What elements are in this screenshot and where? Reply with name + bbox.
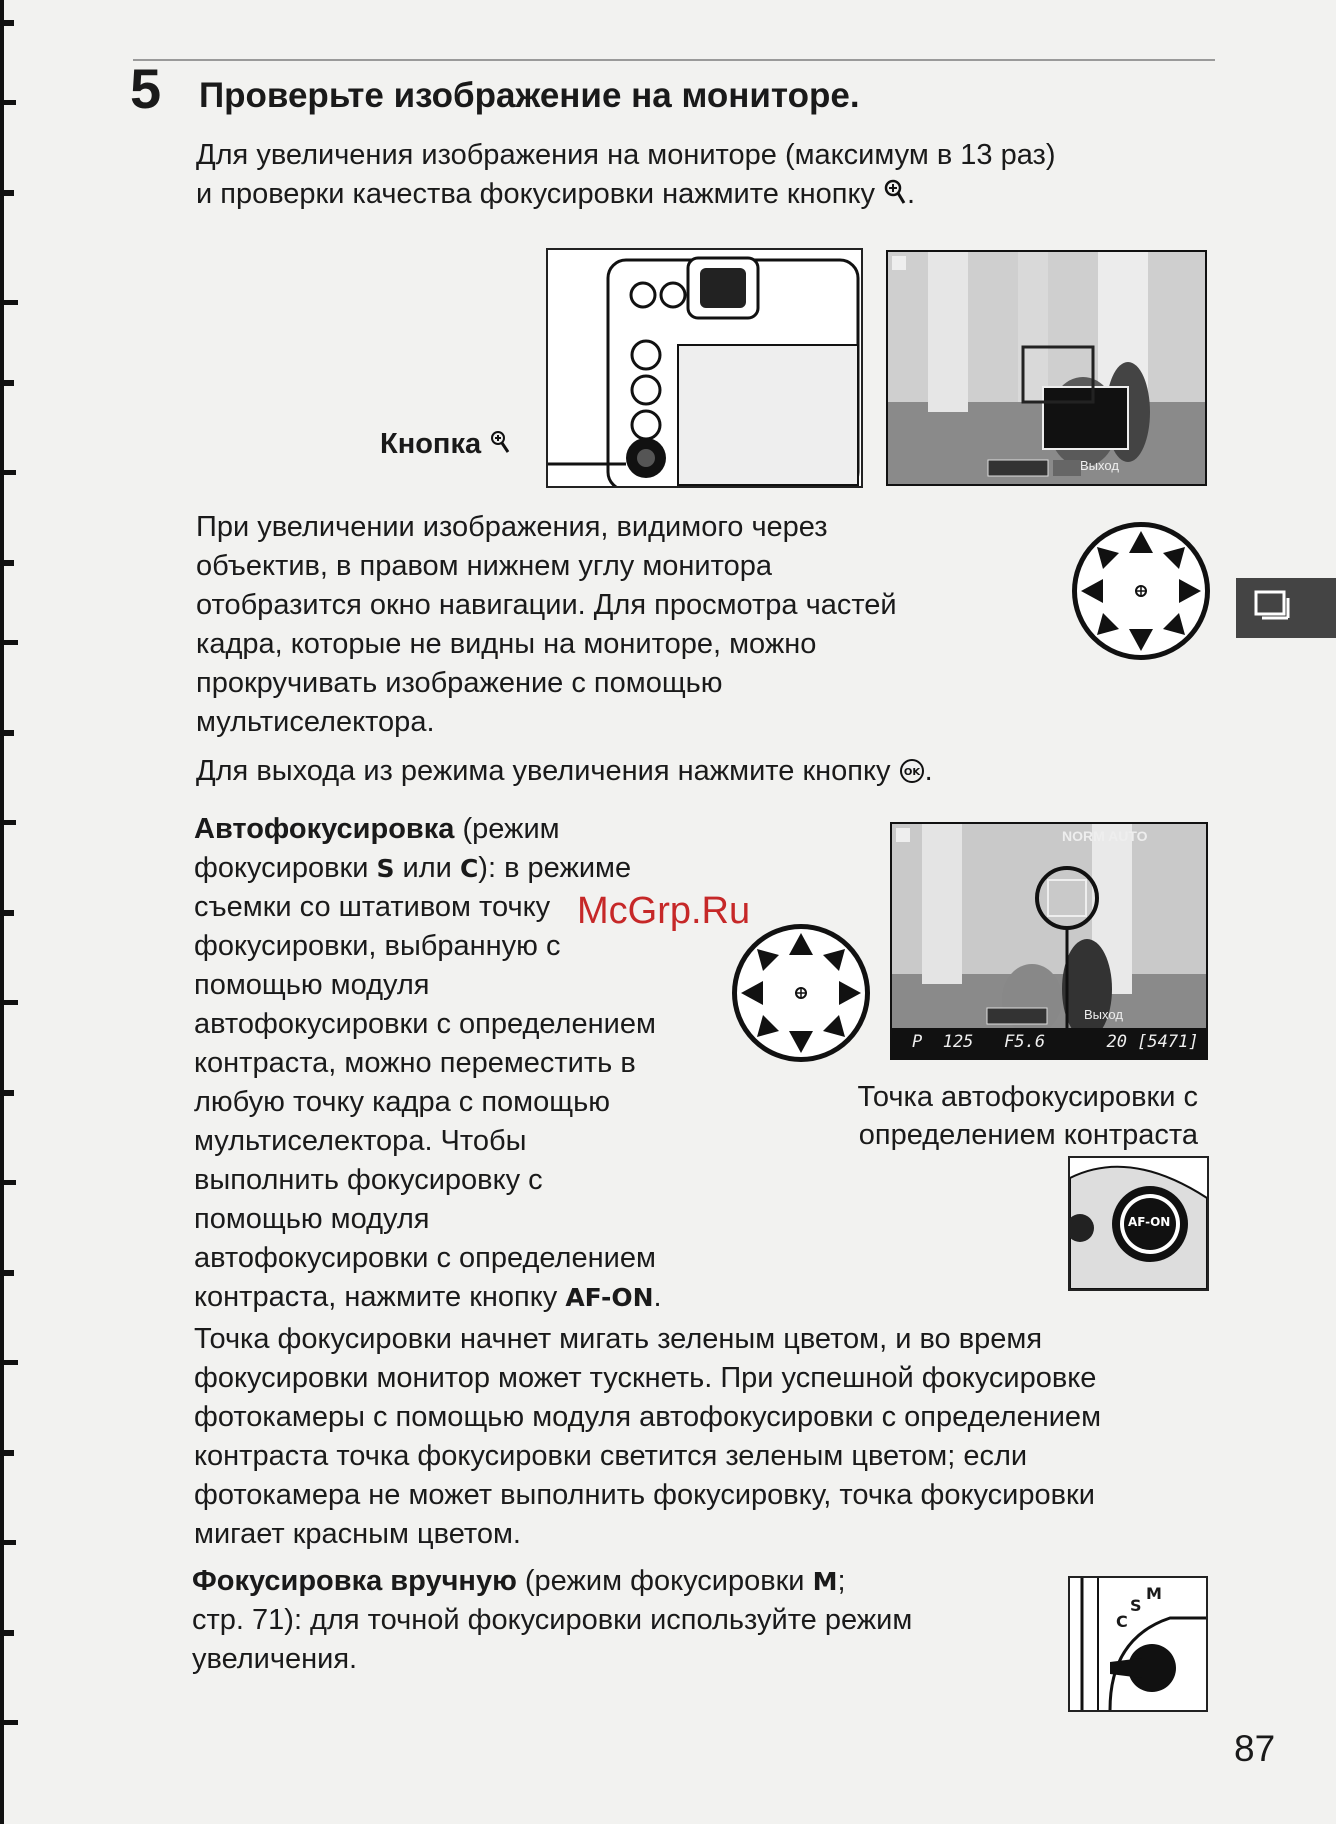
af-on-button-label: AF-ON: [1128, 1215, 1171, 1229]
exit-zoom-line: [196, 752, 933, 791]
switch-label-c: C: [1116, 1612, 1128, 1631]
mode-c: C: [459, 854, 479, 883]
nav-line: прокручивать изображение с помощью: [196, 667, 723, 699]
blink-line: Точка фокусировки начнет мигать зеленым цветом, и во время: [194, 1323, 1043, 1355]
mode-m: M: [812, 1567, 838, 1596]
nav-line: кадра, которые не видны на мониторе, можно: [196, 628, 817, 660]
manual-line: увеличения.: [192, 1643, 358, 1675]
af-text: или: [394, 852, 460, 884]
af-line: выполнить фокусировку с: [194, 1164, 543, 1196]
screen1-exit-legend: Выход: [1080, 458, 1119, 473]
zoom-button-label: [380, 428, 511, 461]
zoom-in-icon: [489, 429, 511, 455]
step-number: 5: [130, 57, 162, 120]
zoom-button-label-text: Кнопка: [380, 428, 482, 460]
exit-text: Для выхода из режима увеличения нажмите кнопку: [196, 755, 891, 787]
intro-end: .: [907, 178, 916, 210]
watermark: McGrp.Ru: [577, 890, 751, 932]
af-text: ): в режиме: [478, 852, 632, 884]
manual-text: ;: [837, 1565, 846, 1597]
af-line: помощью модуля: [194, 969, 430, 1001]
af-line: помощью модуля: [194, 1203, 430, 1235]
manual-heading: Фокусировка вручную: [192, 1565, 517, 1597]
binding-edge: [0, 0, 18, 1824]
af-line: автофокусировки с определением: [194, 1242, 656, 1274]
switch-label-m: M: [1146, 1584, 1162, 1603]
section-tab: [1236, 578, 1336, 638]
step-title: Проверьте изображение на мониторе.: [199, 76, 860, 115]
camera-back-drawing: [548, 250, 861, 486]
switch-label-s: S: [1130, 1596, 1142, 1615]
navigation-paragraph: [196, 508, 897, 742]
header-rule: [133, 59, 1215, 61]
zoom-in-icon: [883, 178, 907, 206]
manual-line: стр. 71): для точной фокусировки используйте режим: [192, 1604, 913, 1636]
screen2-status-bar: P 125 F5.6 20 [5471]: [912, 1032, 1199, 1052]
af-line: [194, 1278, 662, 1317]
multi-selector-diagram: [732, 924, 870, 1062]
af-line: фокусировки, выбранную с: [194, 930, 561, 962]
multi-selector-arrows: [1077, 527, 1205, 655]
af-line: [194, 849, 662, 888]
page-number: 87: [1234, 1728, 1276, 1769]
screen2-top-legend: NORM AUTO: [1062, 828, 1148, 844]
af-line: контраста, можно переместить в: [194, 1047, 636, 1079]
blink-line: фотокамеры с помощью модуля автофокусировки с определением: [194, 1401, 1102, 1433]
svg-text:OK: OK: [903, 767, 920, 778]
nav-line: объектив, в правом нижнем углу монитора: [196, 550, 772, 582]
intro-text: и проверки качества фокусировки нажмите кнопку: [196, 178, 875, 210]
nav-line: При увеличении изображения, видимого через: [196, 511, 828, 543]
focus-mode-switch-illustration: [1068, 1576, 1208, 1712]
nav-line: отобразится окно навигации. Для просмотра частей: [196, 589, 897, 621]
autofocus-paragraph: [194, 810, 662, 1317]
af-text: фокусировки: [194, 852, 377, 884]
af-point-caption: [823, 1078, 1198, 1154]
intro-paragraph: [196, 136, 1055, 214]
screen2-exit-legend: Выход: [1084, 1007, 1123, 1022]
caption-line: Точка автофокусировки с: [857, 1081, 1198, 1113]
exit-end: .: [924, 755, 933, 787]
intro-line: Для увеличения изображения на мониторе (максимум в 13 раз): [196, 139, 1056, 171]
ok-button-icon: [899, 758, 925, 784]
af-text: (режим: [454, 813, 560, 845]
focus-blink-paragraph: [194, 1320, 1101, 1554]
af-line: съемки со штативом точку: [194, 891, 551, 923]
live-view-photo: [892, 824, 1206, 1058]
camera-back-illustration: [546, 248, 863, 488]
af-line: [194, 810, 662, 849]
af-on-label: AF-ON: [565, 1283, 654, 1312]
zoomed-monitor-image: [886, 250, 1207, 486]
zoomed-photo: [888, 252, 1205, 484]
af-text: .: [653, 1281, 662, 1313]
multi-selector-arrows: [737, 929, 865, 1057]
blink-line: фокусировки монитор может тускнеть. При успешной фокусировке: [194, 1362, 1097, 1394]
live-view-monitor-image: [890, 822, 1208, 1060]
intro-line: [196, 175, 1055, 214]
blink-line: фотокамера не может выполнить фокусировку, точка фокусировки: [194, 1479, 1095, 1511]
nav-line: мультиселектора.: [196, 706, 435, 738]
playback-icon: [1236, 578, 1336, 638]
manual-focus-paragraph: [192, 1562, 912, 1679]
af-on-button-illustration: [1068, 1156, 1209, 1291]
af-line: автофокусировки с определением: [194, 1008, 656, 1040]
af-line: любую точку кадра с помощью: [194, 1086, 610, 1118]
manual-text: (режим фокусировки: [516, 1565, 813, 1597]
multi-selector-diagram: [1072, 522, 1210, 660]
af-heading: Автофокусировка: [194, 813, 455, 845]
blink-line: контраста точка фокусировки светится зеленым цветом; если: [194, 1440, 1028, 1472]
mode-s: S: [376, 854, 395, 883]
blink-line: мигает красным цветом.: [194, 1518, 521, 1550]
af-line: мультиселектора. Чтобы: [194, 1125, 527, 1157]
caption-line: определением контраста: [858, 1119, 1198, 1151]
manual-line: [192, 1562, 912, 1601]
af-text: контраста, нажмите кнопку: [194, 1281, 566, 1313]
